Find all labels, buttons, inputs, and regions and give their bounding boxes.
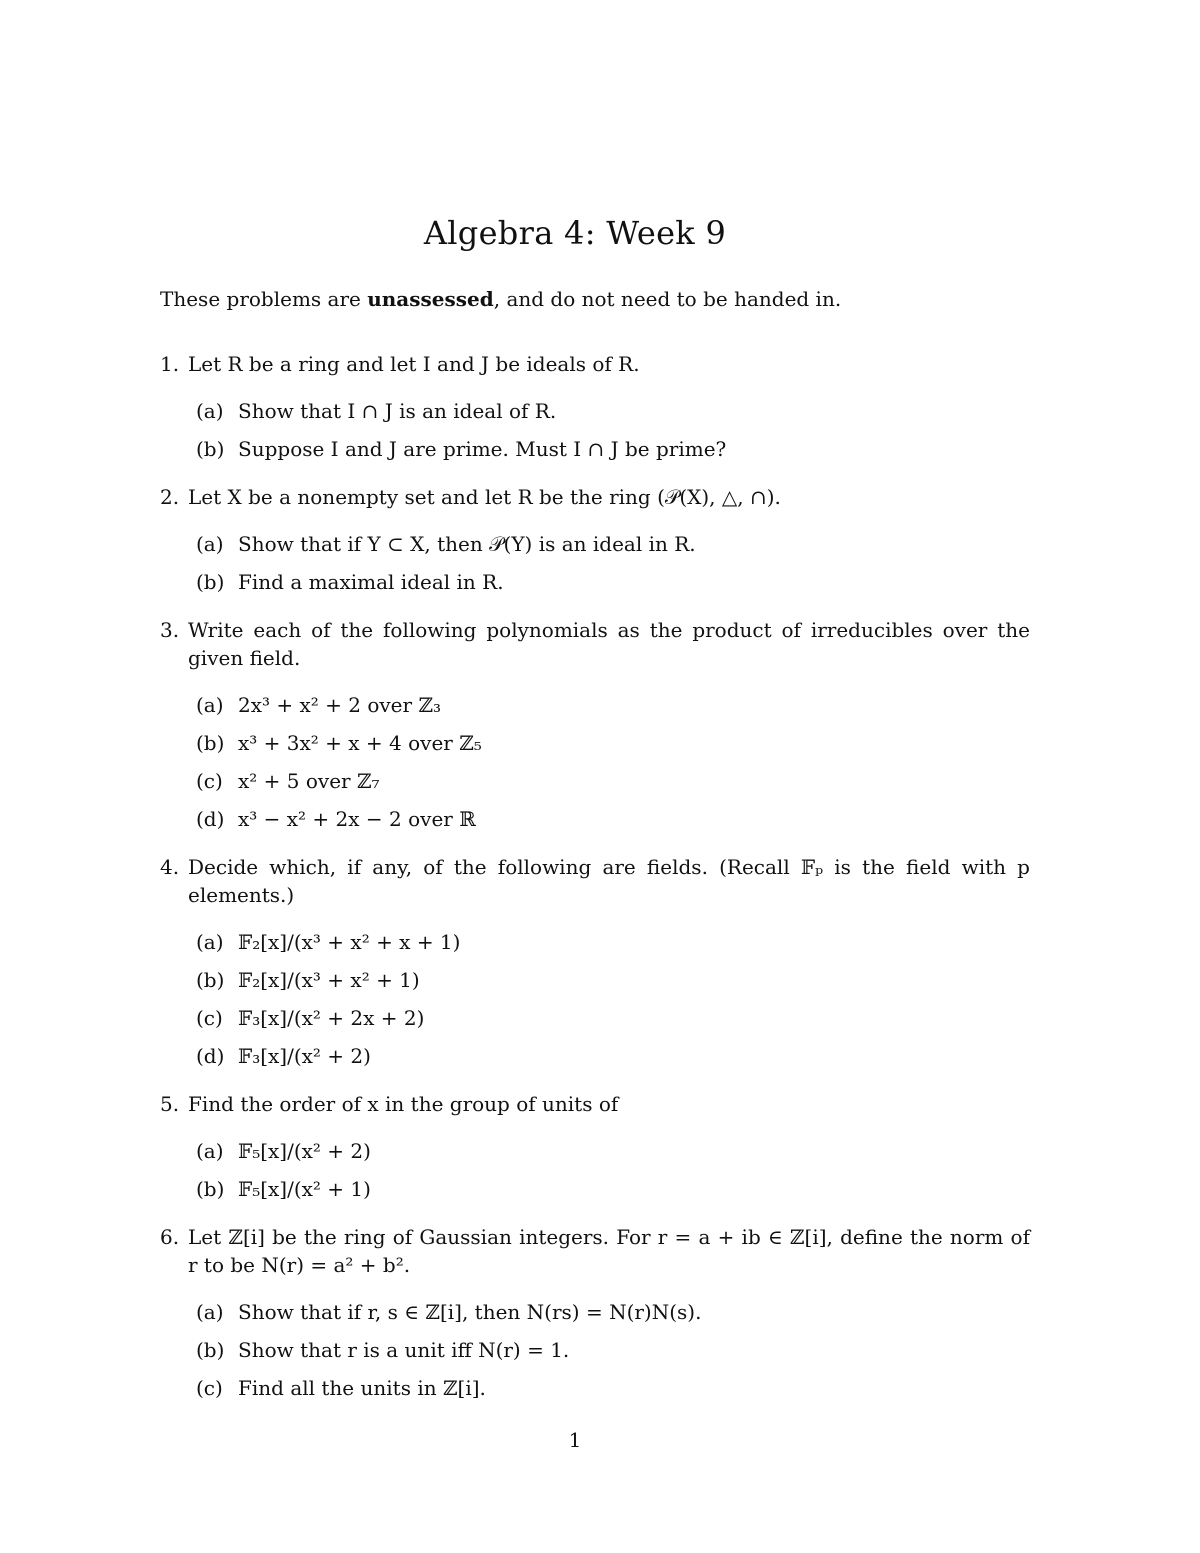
- part-text: 𝔽₃[x]/(x² + 2x + 2): [238, 1006, 425, 1030]
- problem-part: [160, 1374, 1030, 1412]
- part-label: (c): [196, 769, 223, 793]
- problem-number: 5.: [160, 1092, 180, 1116]
- problem-list: [160, 350, 1030, 1412]
- problem-part: [160, 530, 1030, 568]
- part-label: (d): [196, 807, 225, 831]
- problem-part: [160, 691, 1030, 729]
- problem-parts: [160, 691, 1030, 843]
- problem-part: [160, 928, 1030, 966]
- problem-statement: Let R be a ring and let I and J be ideals of R.: [188, 352, 640, 376]
- problem-1: [160, 350, 1030, 473]
- part-text: Show that r is a unit iff N(r) = 1.: [238, 1338, 570, 1362]
- problem-number: 4.: [160, 855, 180, 879]
- problem-number: 6.: [160, 1225, 180, 1249]
- intro-emphasis: unassessed: [367, 287, 494, 311]
- part-text: x³ − x² + 2x − 2 over ℝ: [238, 807, 476, 831]
- problem-part: [160, 1298, 1030, 1336]
- part-label: (b): [196, 437, 225, 461]
- part-text: 𝔽₅[x]/(x² + 2): [238, 1139, 371, 1163]
- part-text: 2x³ + x² + 2 over ℤ₃: [238, 693, 442, 717]
- problem-3: [160, 616, 1030, 843]
- page-number: 1: [568, 1428, 582, 1452]
- problem-parts: [160, 1298, 1030, 1412]
- problem-statement: Find the order of x in the group of units of: [188, 1092, 619, 1116]
- part-label: (b): [196, 731, 225, 755]
- part-text: Find all the units in ℤ[i].: [238, 1376, 486, 1400]
- intro-before: These problems are: [160, 287, 368, 311]
- intro-after: , and do not need to be handed in.: [493, 287, 842, 311]
- part-text: 𝔽₃[x]/(x² + 2): [238, 1044, 371, 1068]
- problem-number: 2.: [160, 485, 180, 509]
- problem-part: [160, 729, 1030, 767]
- part-label: (b): [196, 968, 225, 992]
- problem-part: [160, 767, 1030, 805]
- part-label: (a): [196, 1139, 224, 1163]
- problem-statement: Let ℤ[i] be the ring of Gaussian integers. For r = a + ib ∈ ℤ[i], define the norm of r to be N(r) = a² + b².: [188, 1225, 1030, 1277]
- part-text: Find a maximal ideal in R.: [238, 570, 504, 594]
- problem-parts: [160, 928, 1030, 1080]
- problem-part: [160, 568, 1030, 606]
- problem-part: [160, 966, 1030, 1004]
- problem-part: [160, 1004, 1030, 1042]
- part-label: (c): [196, 1006, 223, 1030]
- part-label: (a): [196, 399, 224, 423]
- problem-parts: [160, 530, 1030, 606]
- problem-parts: [160, 1137, 1030, 1213]
- problem-2: [160, 483, 1030, 606]
- part-text: x² + 5 over ℤ₇: [238, 769, 380, 793]
- part-text: x³ + 3x² + x + 4 over ℤ₅: [238, 731, 482, 755]
- problem-part: [160, 1137, 1030, 1175]
- problem-part: [160, 1175, 1030, 1213]
- part-label: (a): [196, 930, 224, 954]
- problem-statement: Write each of the following polynomials as the product of irreducibles over the given field.: [188, 618, 1030, 670]
- problem-part: [160, 1336, 1030, 1374]
- part-label: (a): [196, 1300, 224, 1324]
- part-text: 𝔽₂[x]/(x³ + x² + 1): [238, 968, 420, 992]
- problem-part: [160, 1042, 1030, 1080]
- problem-4: [160, 853, 1030, 1080]
- part-label: (b): [196, 1338, 225, 1362]
- problem-number: 1.: [160, 352, 180, 376]
- part-label: (b): [196, 1177, 225, 1201]
- problem-parts: [160, 397, 1030, 473]
- part-label: (d): [196, 1044, 225, 1068]
- problem-part: [160, 805, 1030, 843]
- problem-part: [160, 397, 1030, 435]
- part-label: (a): [196, 532, 224, 556]
- part-text: 𝔽₂[x]/(x³ + x² + x + 1): [238, 930, 461, 954]
- part-label: (a): [196, 693, 224, 717]
- page-title: Algebra 4: Week 9: [423, 214, 727, 252]
- part-text: Suppose I and J are prime. Must I ∩ J be prime?: [238, 437, 727, 461]
- part-text: Show that if r, s ∈ ℤ[i], then N(rs) = N(r)N(s).: [238, 1300, 702, 1324]
- problem-statement: Decide which, if any, of the following are fields. (Recall 𝔽ₚ is the field with p elements.): [188, 855, 1030, 907]
- part-text: Show that I ∩ J is an ideal of R.: [238, 399, 557, 423]
- problem-part: [160, 435, 1030, 473]
- part-label: (c): [196, 1376, 223, 1400]
- intro-text: [160, 287, 841, 311]
- problem-statement: Let X be a nonempty set and let R be the ring (𝒫(X), △, ∩).: [188, 485, 781, 509]
- part-text: 𝔽₅[x]/(x² + 1): [238, 1177, 371, 1201]
- problem-5: [160, 1090, 1030, 1213]
- problem-number: 3.: [160, 618, 180, 642]
- part-text: Show that if Y ⊂ X, then 𝒫(Y) is an ideal in R.: [238, 532, 696, 556]
- part-label: (b): [196, 570, 225, 594]
- problem-6: [160, 1223, 1030, 1412]
